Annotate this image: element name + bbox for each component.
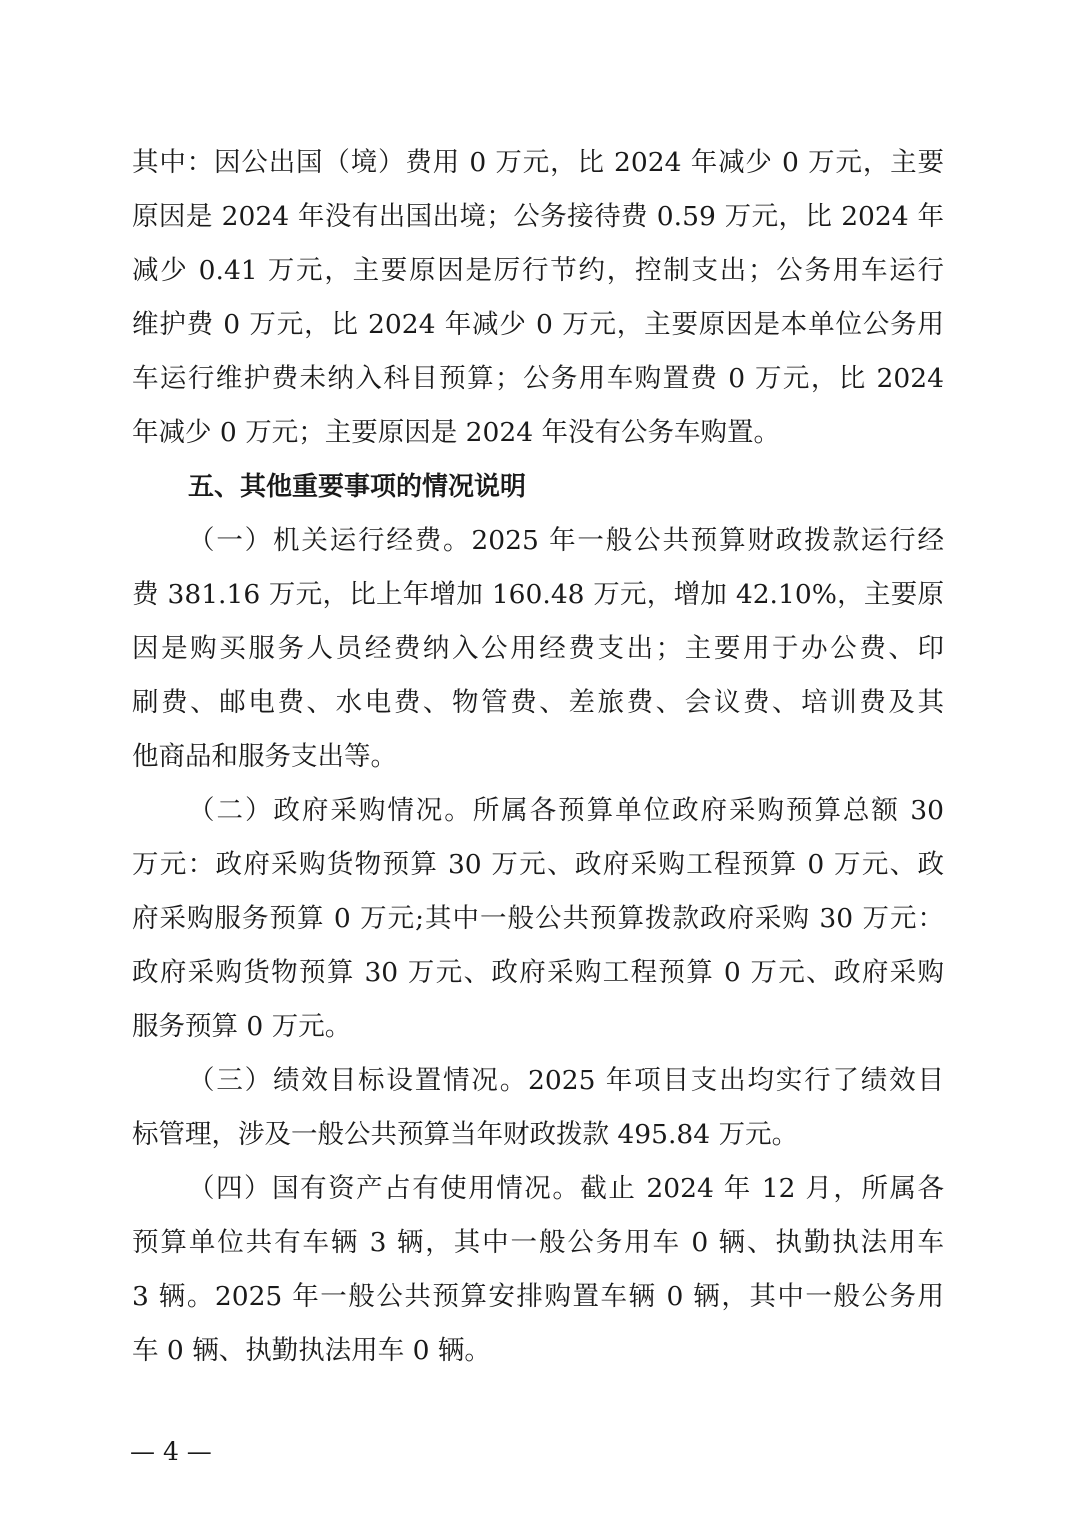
body-line: 他商品和服务支出等。 <box>132 741 397 772</box>
body-line: 原因是 2024 年没有出国出境；公务接待费 0.59 万元，比 2024 年 <box>132 201 944 232</box>
body-line: 年减少 0 万元；主要原因是 2024 年没有公务车购置。 <box>132 417 780 448</box>
paragraph-first-line: （三）绩效目标设置情况。2025 年项目支出均实行了绩效目 <box>188 1065 944 1096</box>
body-line: 府采购服务预算 0 万元;其中一般公共预算拨款政府采购 30 万元： <box>132 903 944 934</box>
body-line: 3 辆。2025 年一般公共预算安排购置车辆 0 辆，其中一般公务用 <box>132 1281 944 1312</box>
body-line: 政府采购货物预算 30 万元、政府采购工程预算 0 万元、政府采购 <box>132 957 944 988</box>
body-line: 其中：因公出国（境）费用 0 万元，比 2024 年减少 0 万元，主要 <box>132 147 944 178</box>
body-line: 车运行维护费未纳入科目预算；公务用车购置费 0 万元，比 2024 <box>132 363 944 394</box>
body-line: 维护费 0 万元，比 2024 年减少 0 万元，主要原因是本单位公务用 <box>132 309 944 340</box>
body-line: 服务预算 0 万元。 <box>132 1011 352 1042</box>
page-number: — 4 — <box>130 1437 212 1466</box>
paragraph-first-line: （二）政府采购情况。所属各预算单位政府采购预算总额 30 <box>188 795 944 826</box>
body-line: 车 0 辆、执勤执法用车 0 辆。 <box>132 1335 491 1366</box>
body-line: 费 381.16 万元，比上年增加 160.48 万元，增加 42.10%，主要原 <box>132 579 944 610</box>
section-heading: 五、其他重要事项的情况说明 <box>188 472 527 502</box>
body-line: 万元：政府采购货物预算 30 万元、政府采购工程预算 0 万元、政 <box>132 849 944 880</box>
body-line: 因是购买服务人员经费纳入公用经费支出；主要用于办公费、印 <box>132 633 944 664</box>
body-line: 标管理，涉及一般公共预算当年财政拨款 495.84 万元。 <box>132 1119 799 1150</box>
body-line: 刷费、邮电费、水电费、物管费、差旅费、会议费、培训费及其 <box>132 687 944 718</box>
body-line: 预算单位共有车辆 3 辆，其中一般公务用车 0 辆、执勤执法用车 <box>132 1227 944 1258</box>
paragraph-first-line: （一）机关运行经费。2025 年一般公共预算财政拨款运行经 <box>188 525 944 556</box>
paragraph-first-line: （四）国有资产占有使用情况。截止 2024 年 12 月，所属各 <box>188 1173 944 1204</box>
body-line: 减少 0.41 万元，主要原因是厉行节约，控制支出；公务用车运行 <box>132 255 944 286</box>
